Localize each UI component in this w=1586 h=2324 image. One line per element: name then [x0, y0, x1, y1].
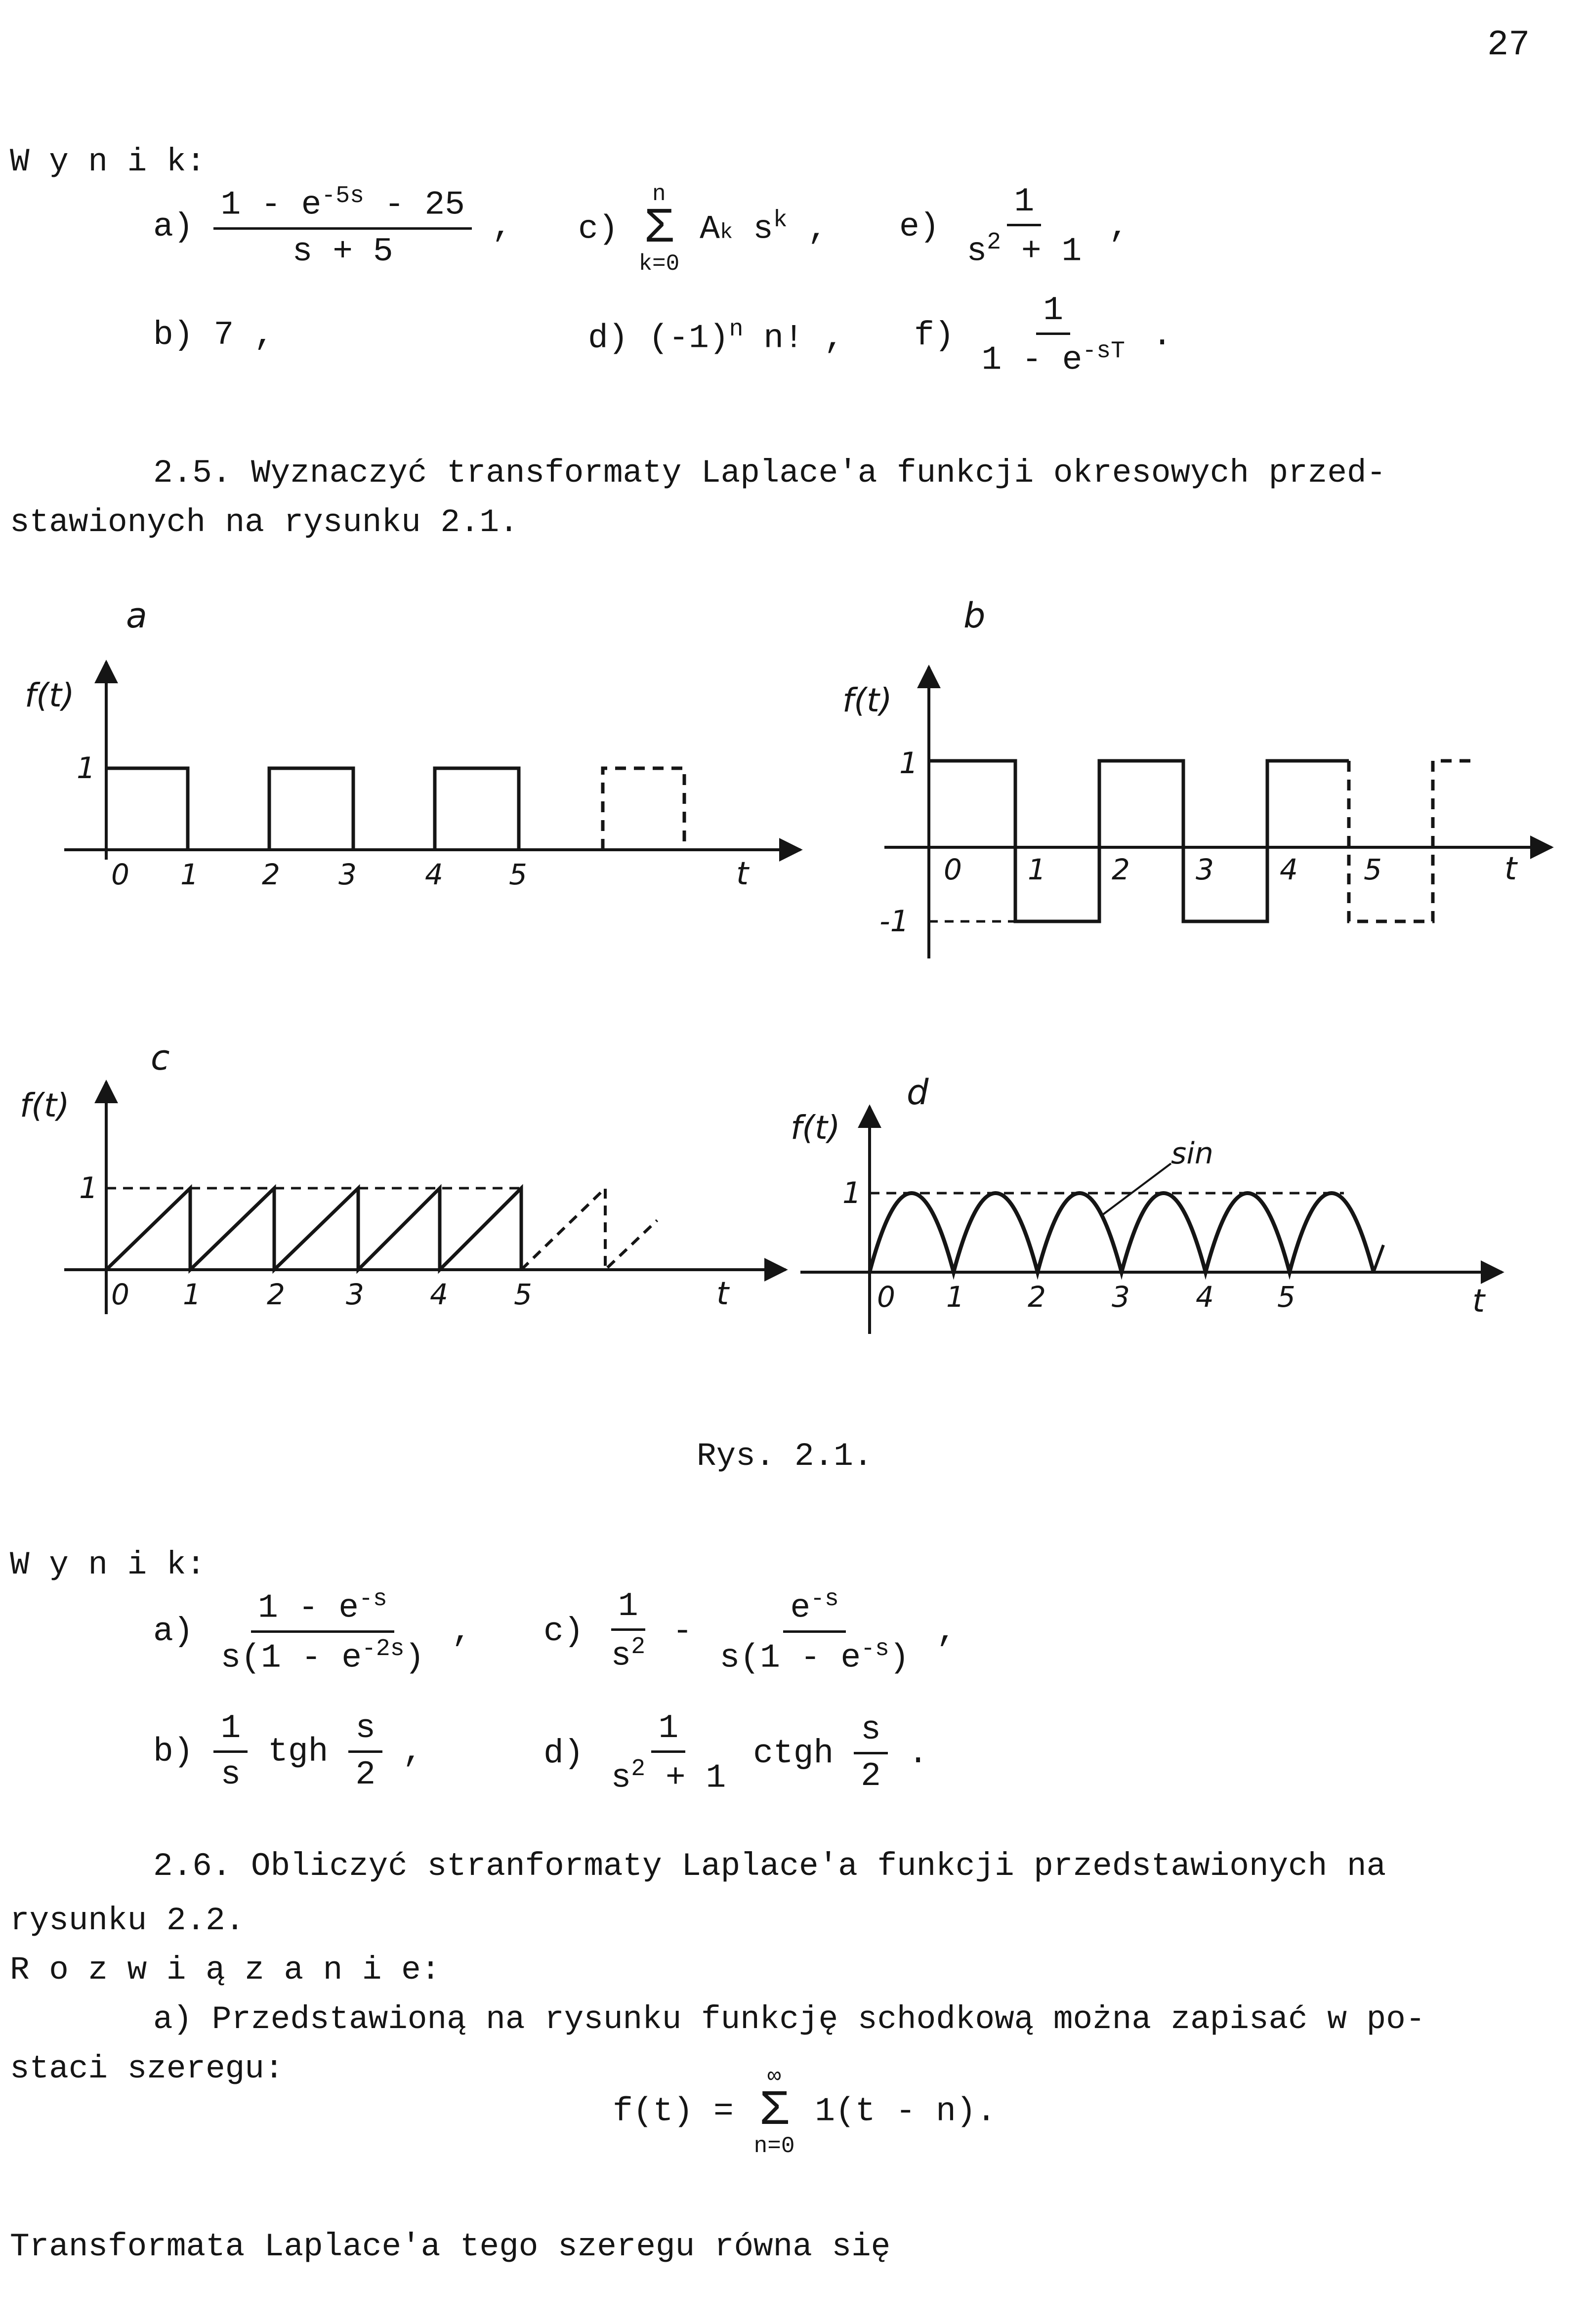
panel-b-signal — [929, 761, 1349, 921]
result-1a: a) $\frac{1 - e^{-5s} - 25}{s + 5}$ , — [153, 183, 512, 271]
panel-d-xtick: 3 — [1112, 1280, 1130, 1314]
result-1e: e) $\frac{1}{s^2 + 1}$ , — [899, 183, 1129, 271]
panel-c-xtick: 1 — [183, 1278, 201, 1311]
panel-c-xtick: 0 — [111, 1278, 129, 1311]
solution-label: R o z w i ą z a n i e: — [10, 1951, 441, 1989]
panel-a-xlabel: t — [736, 856, 749, 892]
panel-b-xtick: 1 — [1028, 853, 1046, 886]
problem-26-line2: rysunku 2.2. — [10, 1902, 245, 1939]
panel-b-ytick-1: 1 — [899, 746, 918, 781]
panel-d-xlabel: t — [1472, 1283, 1485, 1320]
panel-a-xtick: 2 — [262, 858, 280, 891]
result-2a-fraction: $\frac{1 - e^{-s}}{s(1 - e^{-2s})}$ — [220, 1586, 425, 1677]
panel-c-xtick: 5 — [514, 1278, 532, 1311]
solution-line1: a) Przedstawioną na rysunku funkcję schodkową można zapisać w po- — [153, 2001, 1425, 2038]
panel-b-xlabel: t — [1504, 851, 1517, 887]
panel-c-ytick-1: 1 — [79, 1171, 98, 1205]
panel-d-ylabel: f(t) — [791, 1109, 840, 1147]
panel-d-letter: d — [907, 1072, 929, 1113]
panel-a-letter: a — [126, 595, 147, 636]
problem-25-line1: 2.5. Wyznaczyć transformaty Laplace'a funkcji okresowych przed- — [153, 455, 1386, 492]
figure-caption: Rys. 2.1. — [697, 1438, 873, 1475]
result-label-2: W y n i k: — [10, 1546, 206, 1583]
page-number: 27 — [1487, 25, 1530, 65]
panel-c-letter: c — [151, 1038, 170, 1078]
panel-a-ylabel: f(t) — [25, 676, 75, 714]
panel-c-xticks — [111, 1278, 532, 1311]
panel-b-xtick: 4 — [1280, 853, 1298, 886]
panel-b-xtick: 3 — [1196, 853, 1214, 886]
result-1f: f) $\frac{1}{1 - e^{-sT}}$ . — [914, 291, 1172, 379]
panel-b — [842, 595, 1551, 958]
panel-d-sin-leader — [1102, 1163, 1171, 1215]
panel-d-sin-label: sin — [1171, 1136, 1213, 1171]
panel-a-ytick-1: 1 — [77, 751, 96, 786]
solution-last-line: Transformata Laplace'a tego szeregu równa się — [10, 2228, 891, 2265]
solution-line2: staci szeregu: — [10, 2050, 284, 2087]
panel-d-signal — [870, 1193, 1374, 1272]
panel-c-xtick: 2 — [267, 1278, 285, 1311]
result-1c: c) n Σ k=0 Ak $s^k$ , — [578, 181, 828, 277]
panel-d-ytick-1: 1 — [842, 1176, 862, 1210]
panel-c-ylabel: f(t) — [20, 1086, 70, 1124]
result-1e-label: e) — [899, 208, 940, 246]
panel-a-xticks — [111, 858, 527, 891]
panel-d-xticks — [877, 1280, 1295, 1314]
result-2c-fraction-2: $\frac{e^{-s}}{s(1 - e^{-s})}$ — [719, 1586, 910, 1677]
panel-c — [20, 1038, 786, 1314]
panel-b-ytick-neg1: -1 — [879, 904, 909, 939]
panel-a-xtick: 3 — [338, 858, 357, 891]
panel-a-xtick: 1 — [180, 858, 199, 891]
panel-b-letter: b — [963, 595, 986, 636]
panel-a — [25, 595, 800, 892]
result-2d-fraction-2: $\frac{s}{2}$ — [854, 1711, 888, 1795]
panel-c-xtick: 3 — [346, 1278, 364, 1311]
panel-d-xtick: 4 — [1196, 1280, 1214, 1314]
panel-a-signal — [106, 768, 519, 850]
result-1a-label: a) — [153, 208, 194, 246]
panel-d-xtick: 5 — [1277, 1280, 1295, 1314]
panel-a-signal-dashed — [603, 768, 684, 850]
panel-d — [791, 1072, 1502, 1334]
panel-b-xticks — [944, 853, 1382, 886]
sigma-symbol: n Σ k=0 — [638, 181, 680, 277]
panel-b-xtick: 5 — [1364, 853, 1382, 886]
panel-a-xtick: 4 — [425, 858, 443, 891]
result-2b-fraction-1: $\frac{1}{s}$ — [213, 1709, 248, 1794]
sigma-symbol: ∞ Σ n=0 — [753, 2064, 795, 2159]
panel-c-signal-dashed — [521, 1188, 657, 1270]
result-1b: b) 7 , — [153, 316, 274, 354]
result-2b: b) $\frac{1}{s}$ tgh $\frac{s}{2}$ , — [153, 1709, 423, 1794]
result-2b-fraction-2: $\frac{s}{2}$ — [348, 1709, 382, 1794]
result-label-1: W y n i k: — [10, 143, 206, 180]
panel-c-signal — [106, 1188, 521, 1270]
panel-b-signal-dashed — [1349, 761, 1477, 921]
result-2c-fraction-1: $\frac{1}{s^2}$ — [611, 1587, 646, 1675]
result-2c: c) $\frac{1}{s^2}$ - $\frac{e^{-s}}{s(1 - e^{-s})}$ , — [543, 1586, 957, 1677]
result-1e-fraction: $\frac{1}{s^2 + 1}$ — [966, 183, 1082, 271]
panel-b-ylabel: f(t) — [842, 681, 892, 719]
panel-d-signal-tail — [1374, 1245, 1383, 1272]
panel-c-xlabel: t — [716, 1276, 729, 1312]
result-2a: a) $\frac{1 - e^{-s}}{s(1 - e^{-2s})}$ , — [153, 1586, 472, 1677]
figure-2-1 — [0, 583, 1586, 1364]
panel-a-xtick: 5 — [509, 858, 527, 891]
solution-equation: f(t) = ∞ Σ n=0 1(t - n). — [613, 2064, 997, 2159]
panel-b-xtick: 2 — [1112, 853, 1130, 886]
result-1c-label: c) — [578, 210, 619, 249]
panel-a-xtick: 0 — [111, 858, 129, 891]
result-1a-fraction: $\frac{1 - e^{-5s} - 25}{s + 5}$ — [213, 183, 472, 271]
panel-d-xtick: 2 — [1028, 1280, 1046, 1314]
result-2d: d) $\frac{1}{s^2 + 1}$ ctgh $\frac{s}{2}$ . — [543, 1709, 928, 1797]
problem-25-line2: stawionych na rysunku 2.1. — [10, 504, 519, 541]
panel-d-xtick: 0 — [877, 1280, 895, 1314]
result-1f-fraction: $\frac{1}{1 - e^{-sT}}$ — [981, 291, 1125, 379]
panel-d-xtick: 1 — [946, 1280, 964, 1314]
result-1d: d) $(-1)^n$ n! , — [588, 316, 844, 358]
problem-26-line1: 2.6. Obliczyć stranformaty Laplace'a funkcji przedstawionych na — [153, 1848, 1386, 1885]
panel-c-xtick: 4 — [430, 1278, 448, 1311]
panel-b-xtick: 0 — [944, 853, 962, 886]
result-2d-fraction-1: $\frac{1}{s^2 + 1}$ — [611, 1709, 726, 1797]
